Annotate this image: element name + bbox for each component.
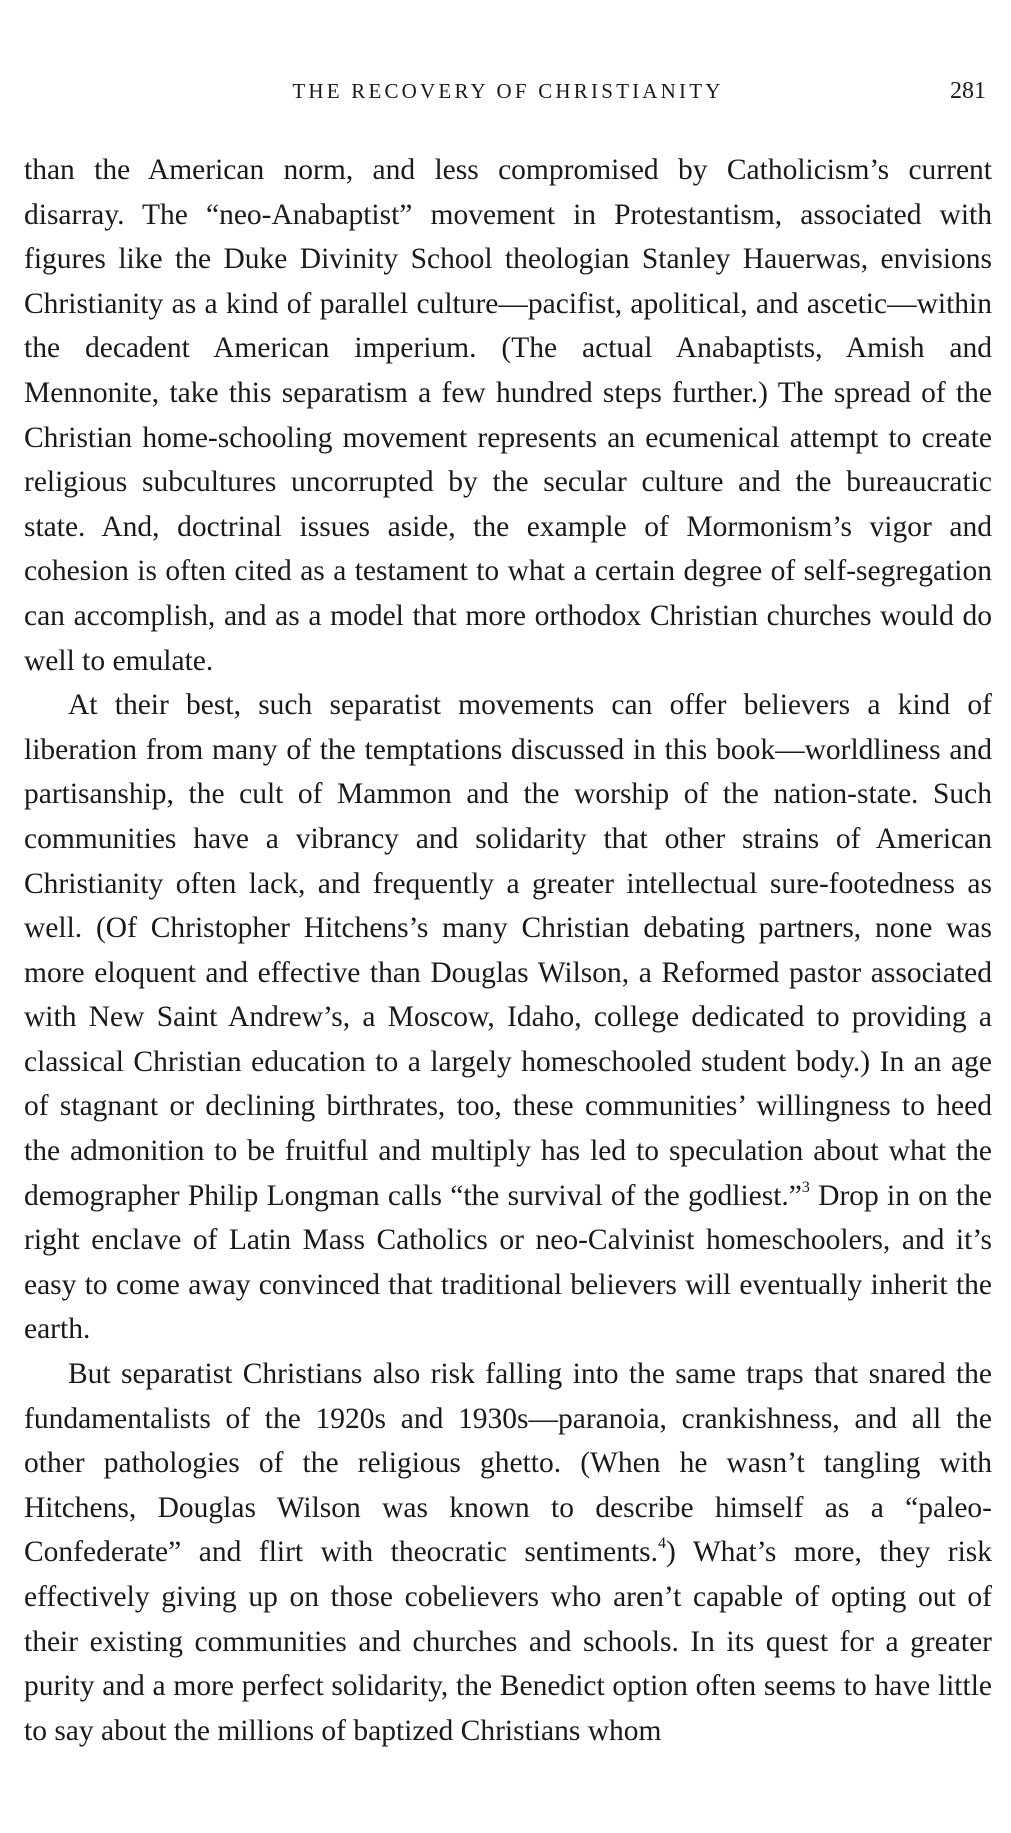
paragraph-2: [24, 683, 992, 1352]
page-number: 281: [950, 78, 986, 104]
running-header: [24, 76, 992, 106]
footnote-ref-4[interactable]: 4: [658, 1535, 666, 1553]
book-page: [24, 0, 992, 1833]
footnote-ref-3[interactable]: 3: [801, 1178, 810, 1196]
paragraph-2-text-b: Drop in on the right enclave of Latin Mass Catholics or neo-Calvinist homeschoolers, and it’s easy to come away convinced that traditional believers will eventually inherit the earth.: [24, 1179, 992, 1346]
paragraph-3-text-a: But separatist Christians also risk falling into the same traps that snared the fundamentalists of the 1920s and 1930s—paranoia, crankishness, and all the other pathologies of the religious ghetto. (When he wasn’t tangling with Hitchens, Douglas Wilson was known to describe himself as a “paleo-Confederate” and flirt with theocratic sentiments.: [24, 1358, 992, 1569]
running-title: THE RECOVERY OF CHRISTIANITY: [292, 79, 724, 103]
paragraph-1: than the American norm, and less compromised by Catholicism’s current disarray. The “neo-Anabaptist” movement in Protestantism, associated with figures like the Duke Divinity School theologian Stanley Hauerwas, envisions Christianity as a kind of parallel culture—pacifist, apolitical, and ascetic—within the decadent American imperium. (The actual Anabaptists, Amish and Mennonite, take this separatism a few hundred steps further.) The spread of the Christian home-schooling movement represents an ecumenical attempt to create religious subcultures uncorrupted by the secular culture and the bureaucratic state. And, doctrinal issues aside, the example of Mormonism’s vigor and cohesion is often cited as a testament to what a certain degree of self-segregation can accomplish, and as a model that more orthodox Christian churches would do well to emulate.: [24, 154, 992, 677]
paragraph-2-text-a: At their best, such separatist movements can offer believers a kind of liberation from many of the temptations discussed in this book—worldliness and partisanship, the cult of Mammon and the worship of the nation-state. Such communities have a vibrancy and solidarity that other strains of American Christianity often lack, and frequently a greater intellectual sure-footedness as well. (Of Christopher Hitchens’s many Christian debating partners, none was more eloquent and effective than Douglas Wilson, a Reformed pastor associated with New Saint Andrew’s, a Moscow, Idaho, college dedicated to providing a classical Christian education to a largely homeschooled student body.) In an age of stagnant or declining birthrates, too, these communities’ willingness to heed the admonition to be fruitful and multiply has led to speculation about what the demographer Philip Longman calls “the survival of the godliest.”: [24, 689, 992, 1212]
paragraph-3: [24, 1352, 992, 1753]
paragraph-3-text-b: ) What’s more, they risk effectively giving up on those cobelievers who aren’t capable of opting out of their existing communities and churches and schools. In its quest for a greater purity and a more perfect solidarity, the Benedict option often seems to have little to say about the millions of baptized Christians whom: [24, 1536, 992, 1747]
body-text: [24, 148, 992, 1753]
